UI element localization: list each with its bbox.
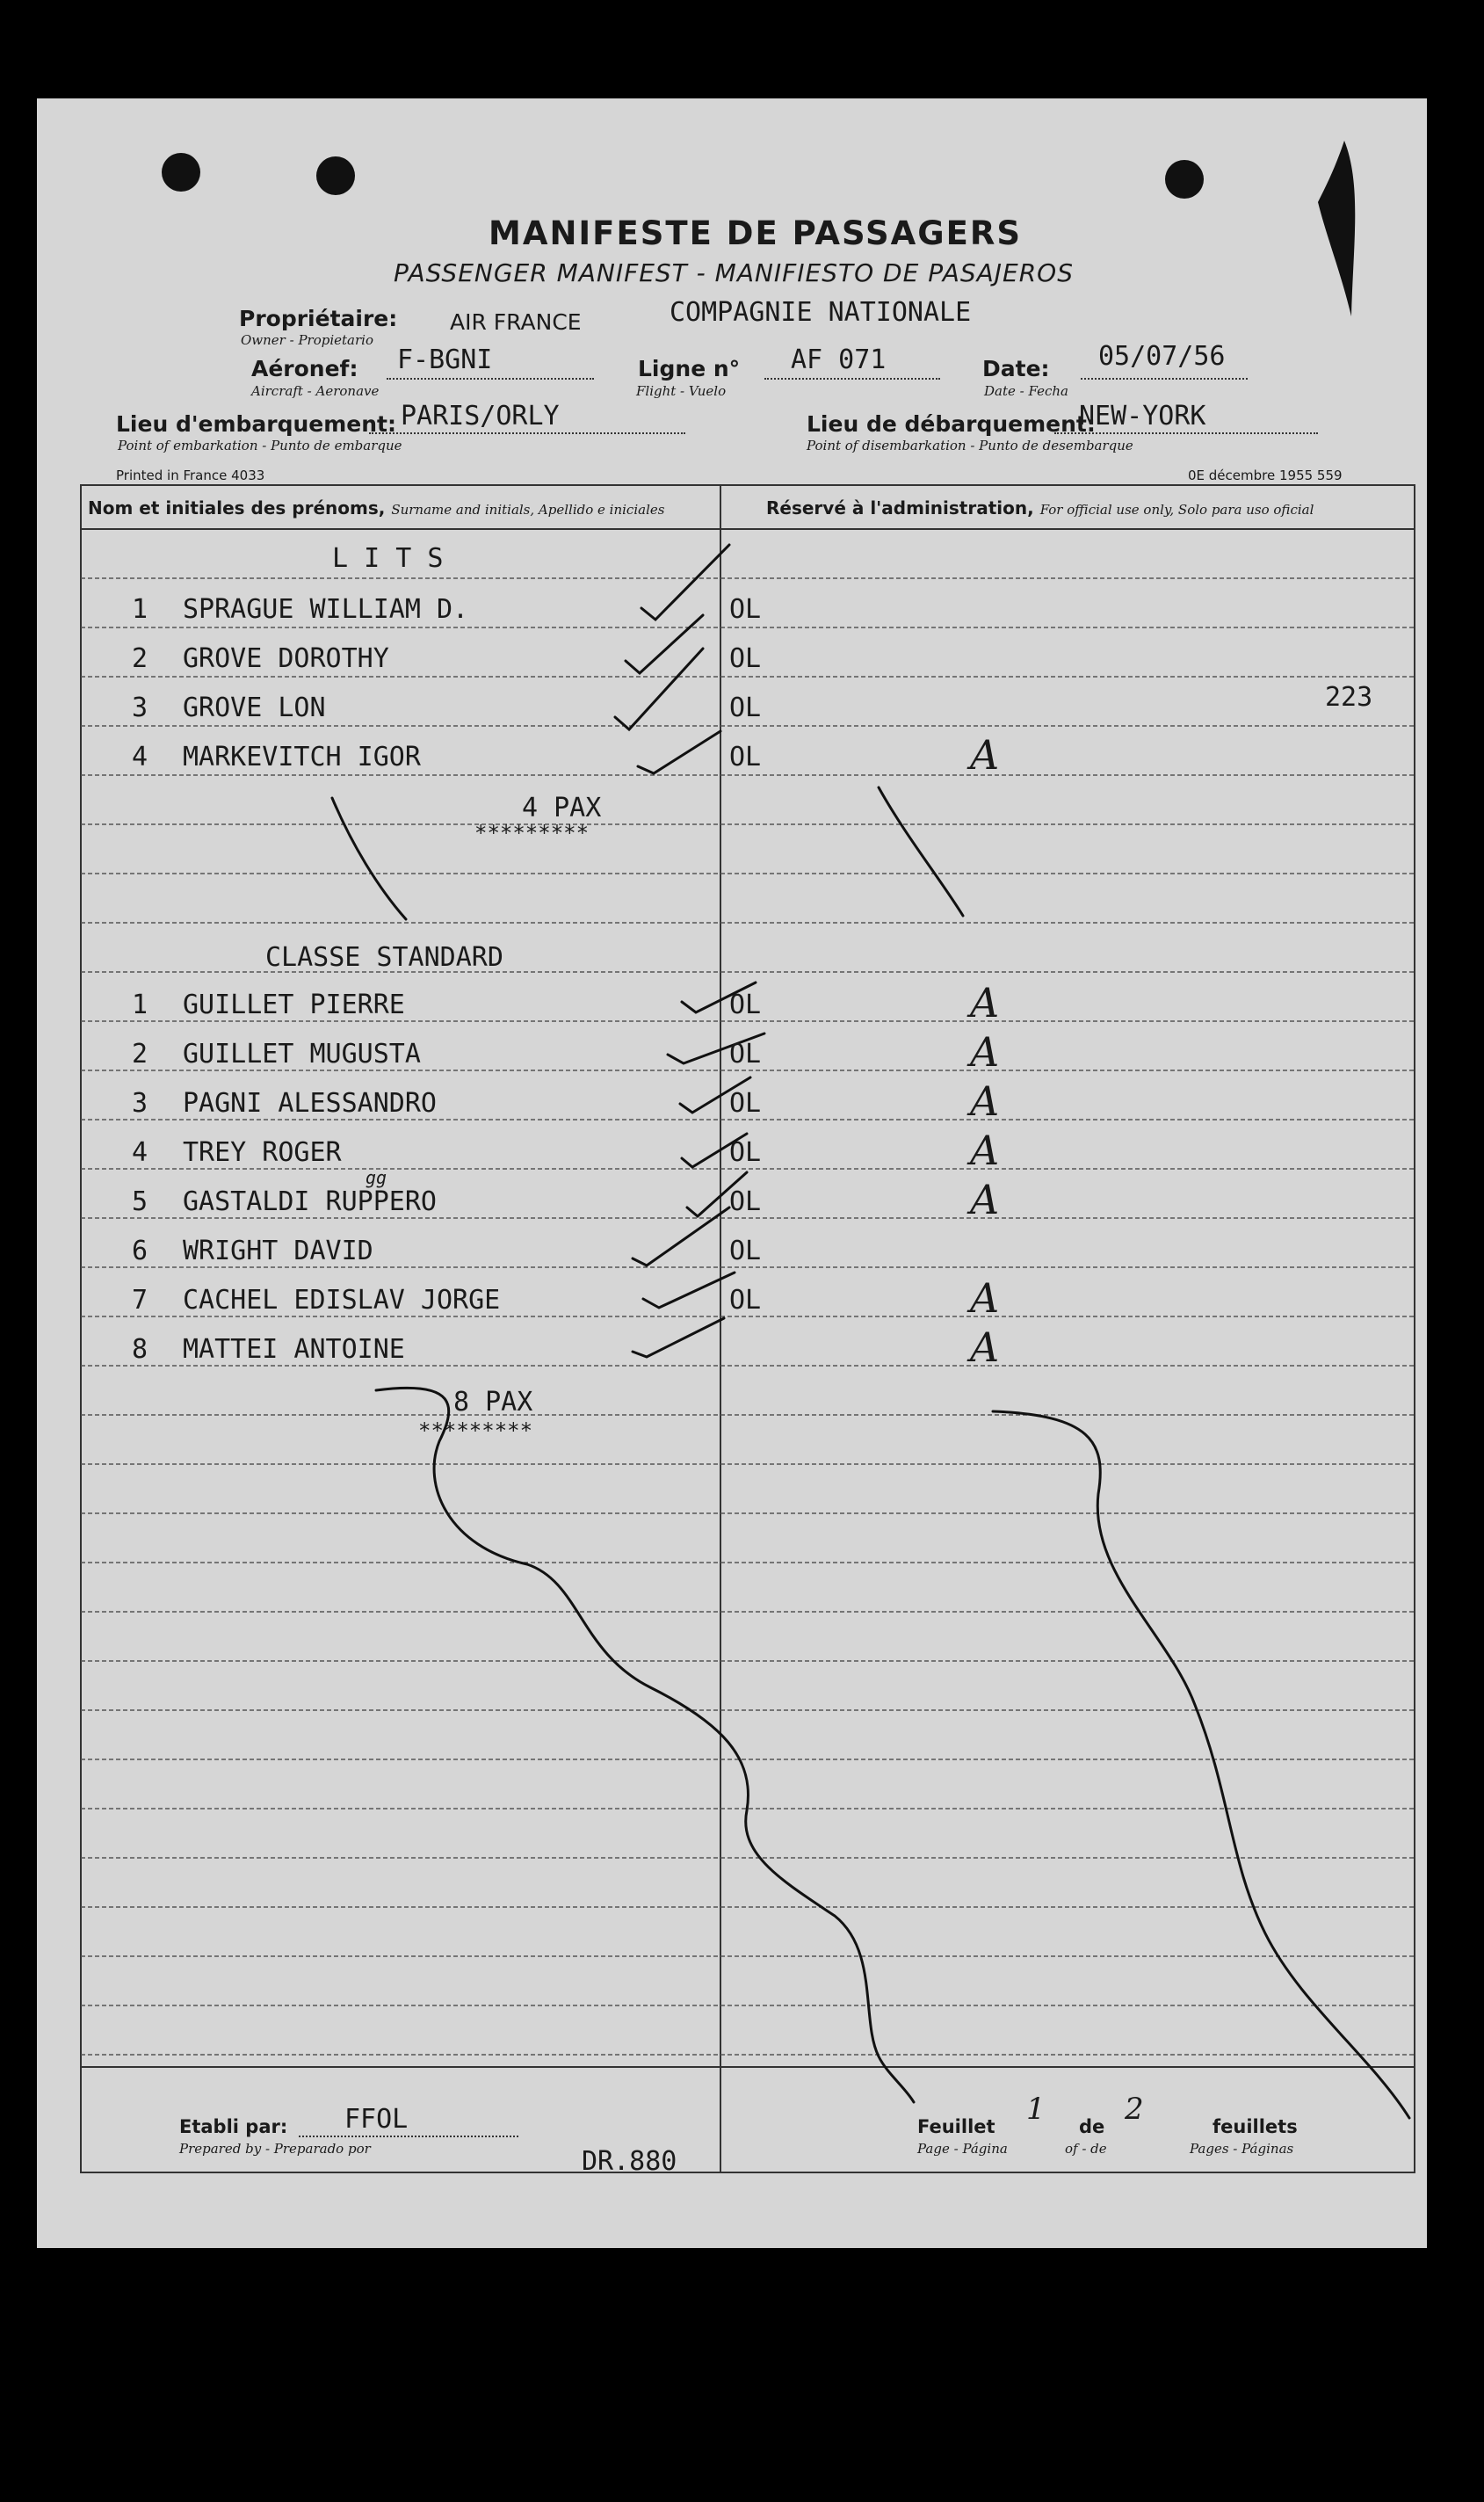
row-number: 1 [132, 990, 148, 1020]
admin-mark: A [970, 731, 1000, 779]
page-subtitle: PASSENGER MANIFEST - MANIFIESTO DE PASAJEROS [394, 258, 1074, 287]
print-note-right: 0E décembre 1955 559 [1188, 468, 1343, 483]
flight-label: Ligne n° [638, 356, 741, 381]
date-value: 05/07/56 [1098, 341, 1226, 372]
sheet-label: Feuillet [917, 2116, 995, 2137]
admin-code: OL [729, 643, 762, 674]
flight-value: AF 071 [791, 344, 887, 375]
sheets-label: feuillets [1213, 2116, 1298, 2137]
passenger-name: GUILLET MUGUSTA [183, 1039, 421, 1070]
admin-code: OL [729, 990, 762, 1020]
row-number: 3 [132, 1088, 148, 1119]
col-name-header: Nom et initiales des prénoms, Surname and initials, Apellido e iniciales [88, 497, 665, 519]
aircraft-label: Aéronef: [251, 356, 358, 381]
prepared-sublabel: Prepared by - Preparado por [179, 2141, 371, 2157]
page-title: MANIFESTE DE PASSAGERS [489, 214, 1023, 252]
embark-sublabel: Point of embarkation - Punto de embarque [118, 438, 402, 453]
embark-value: PARIS/ORLY [401, 401, 560, 432]
section-heading-standard: CLASSE STANDARD [265, 942, 503, 973]
row-number: 7 [132, 1285, 148, 1316]
owner-label: Propriétaire: [239, 306, 398, 331]
admin-code: OL [729, 1088, 762, 1119]
flight-sublabel: Flight - Vuelo [636, 383, 727, 399]
prepared-label: Etabli par: [179, 2116, 288, 2137]
row-number: 5 [132, 1186, 148, 1217]
admin-code: OL [729, 594, 762, 625]
passenger-name: GUILLET PIERRE [183, 990, 405, 1020]
lits-stars: ********* [474, 821, 590, 845]
standard-annotation: gg [366, 1167, 387, 1188]
sheet-sublabel: Page - Página [917, 2141, 1008, 2157]
row-number: 6 [132, 1236, 148, 1266]
admin-mark: A [970, 979, 1000, 1026]
row-number: 3 [132, 693, 148, 723]
row-number: 1 [132, 594, 148, 625]
reference-code: DR.880 [582, 2146, 677, 2177]
date-label: Date: [982, 356, 1050, 381]
passenger-name: GROVE DOROTHY [183, 643, 389, 674]
admin-code: OL [729, 1236, 762, 1266]
admin-mark: A [970, 1324, 1000, 1371]
sheet-value: 1 [1026, 2092, 1046, 2127]
disembark-value: NEW-YORK [1079, 401, 1206, 432]
admin-mark: A [970, 1077, 1000, 1125]
print-note-left: Printed in France 4033 [116, 468, 265, 483]
passenger-name: TREY ROGER [183, 1137, 342, 1168]
date-sublabel: Date - Fecha [984, 383, 1068, 399]
admin-mark: A [970, 1028, 1000, 1076]
admin-code: OL [729, 1039, 762, 1070]
passenger-name: MARKEVITCH IGOR [183, 742, 421, 772]
of-sublabel: of - de [1065, 2141, 1107, 2157]
row-number: 8 [132, 1334, 148, 1365]
lits-total: 4 PAX [522, 793, 602, 823]
admin-code: OL [729, 693, 762, 723]
admin-mark: A [970, 1127, 1000, 1174]
of-label: de [1079, 2116, 1105, 2137]
owner-value-printed: AIR FRANCE [450, 309, 582, 335]
section-heading-lits: L I T S [332, 543, 444, 574]
aircraft-sublabel: Aircraft - Aeronave [251, 383, 380, 399]
row-number: 2 [132, 643, 148, 674]
passenger-name: GASTALDI RUPPERO [183, 1186, 437, 1217]
admin-code: OL [729, 1285, 762, 1316]
standard-stars: ********* [418, 1418, 533, 1443]
row-number: 4 [132, 742, 148, 772]
passenger-name: SPRAGUE WILLIAM D. [183, 594, 469, 625]
passenger-name: GROVE LON [183, 693, 326, 723]
passenger-name: MATTEI ANTOINE [183, 1334, 405, 1365]
row-number: 4 [132, 1137, 148, 1168]
prepared-value: FFOL [344, 2104, 409, 2135]
passenger-name: CACHEL EDISLAV JORGE [183, 1285, 501, 1316]
prepared-underline [299, 2136, 518, 2137]
admin-mark: A [970, 1176, 1000, 1223]
aircraft-value: F-BGNI [397, 344, 493, 375]
disembark-label: Lieu de débarquement: [807, 411, 1096, 437]
admin-mark: A [970, 1274, 1000, 1322]
passenger-name: PAGNI ALESSANDRO [183, 1088, 437, 1119]
standard-total: 8 PAX [453, 1387, 533, 1418]
total-sheets-value: 2 [1125, 2092, 1144, 2127]
number-223: 223 [1325, 682, 1373, 713]
passenger-name: WRIGHT DAVID [183, 1236, 373, 1266]
embark-label: Lieu d'embarquement: [116, 411, 397, 437]
owner-sublabel: Owner - Propietario [241, 332, 373, 348]
col-admin-header: Réservé à l'administration, For official use only, Solo para uso oficial [766, 497, 1314, 519]
admin-code: OL [729, 1186, 762, 1217]
admin-code: OL [729, 742, 762, 772]
admin-code: OL [729, 1137, 762, 1168]
sheets-sublabel: Pages - Páginas [1190, 2141, 1294, 2157]
row-number: 2 [132, 1039, 148, 1070]
owner-value-typed: COMPAGNIE NATIONALE [670, 297, 972, 328]
disembark-sublabel: Point of disembarkation - Punto de desembarque [807, 438, 1133, 453]
